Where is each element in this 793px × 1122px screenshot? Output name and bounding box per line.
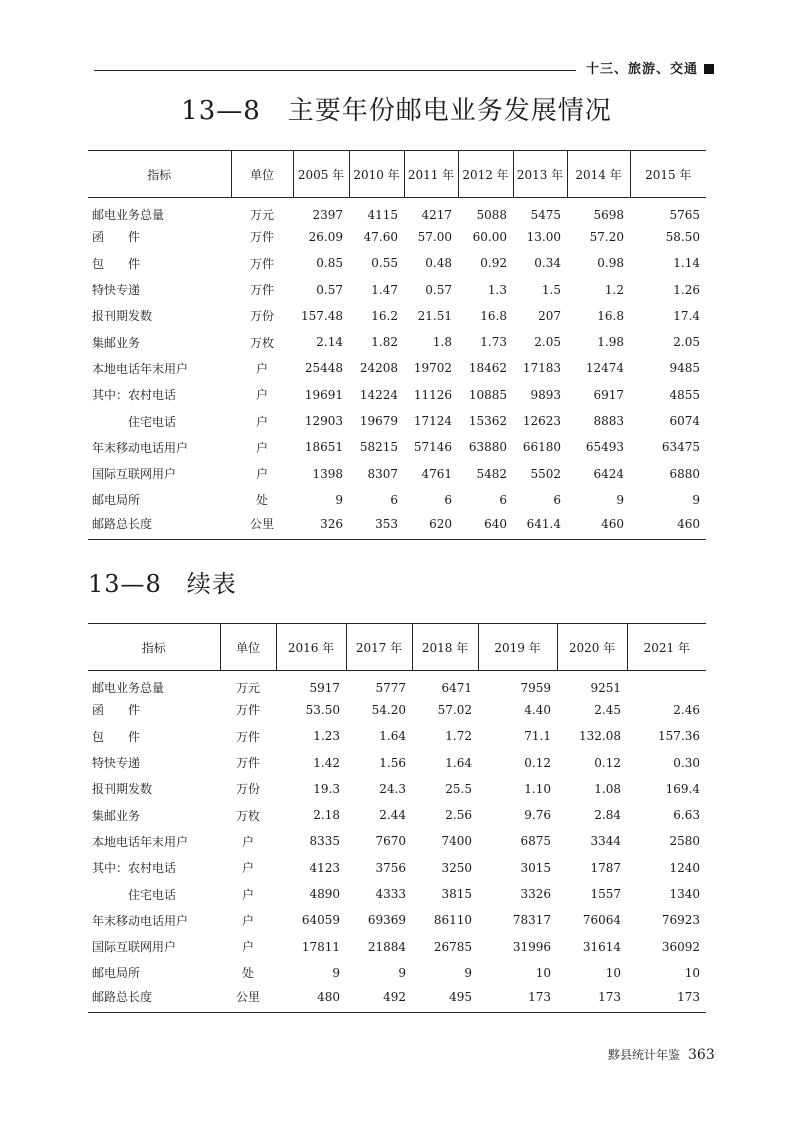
table-row <box>88 250 706 276</box>
value-cell: 6424 <box>593 466 624 481</box>
unit-cell: 万件 <box>235 703 260 718</box>
row-label: 包 件 <box>92 729 141 744</box>
table-row <box>88 329 706 355</box>
row-label: 年末移动电话用户 <box>92 440 189 455</box>
table-row <box>88 933 706 959</box>
table-row <box>88 776 706 802</box>
value-cell: 9 <box>616 492 624 507</box>
value-cell: 9251 <box>590 680 621 695</box>
value-cell: 3015 <box>520 860 551 875</box>
value-cell: 1.64 <box>445 755 472 770</box>
value-cell: 207 <box>538 308 561 323</box>
column-header: 2010 年 <box>349 151 404 198</box>
value-cell: 460 <box>567 513 630 539</box>
value-cell: 0.92 <box>480 256 507 271</box>
value-cell: 13.00 <box>526 229 561 244</box>
table-row <box>88 960 706 986</box>
value-cell: 169.4 <box>665 781 700 796</box>
row-label: 报刊期发数 <box>92 309 153 324</box>
value-cell: 641.4 <box>513 513 567 539</box>
value-cell: 1.82 <box>371 335 398 350</box>
value-cell: 9 <box>335 492 343 507</box>
value-cell: 3756 <box>375 860 406 875</box>
row-label: 函 件 <box>92 230 141 245</box>
value-cell: 1.26 <box>673 282 700 297</box>
row-label: 本地电话年末用户 <box>92 361 189 376</box>
unit-cell: 户 <box>255 467 268 482</box>
value-cell: 0.34 <box>534 256 561 271</box>
value-cell: 10885 <box>468 387 507 402</box>
value-cell: 1.5 <box>541 282 561 297</box>
value-cell: 0.57 <box>316 282 343 297</box>
value-cell: 9.76 <box>524 808 551 823</box>
value-cell: 26785 <box>433 939 472 954</box>
row-label: 包 件 <box>92 256 141 271</box>
unit-cell: 万元 <box>249 208 274 223</box>
value-cell: 5765 <box>669 207 700 222</box>
value-cell: 54.20 <box>371 702 406 717</box>
value-cell: 8307 <box>367 466 398 481</box>
column-header: 单位 <box>220 624 276 671</box>
value-cell: 16.8 <box>480 308 507 323</box>
book-title: 黟县统计年鉴 <box>608 1048 681 1062</box>
value-cell: 2.05 <box>673 335 700 350</box>
value-cell: 71.1 <box>524 729 551 744</box>
value-cell: 24.3 <box>379 781 406 796</box>
value-cell: 492 <box>346 986 412 1012</box>
value-cell: 1.64 <box>379 729 406 744</box>
value-cell: 1.72 <box>445 729 472 744</box>
value-cell: 4855 <box>669 387 700 402</box>
value-cell: 2.18 <box>313 808 340 823</box>
table1-title: 13—8 主要年份邮电业务发展情况 <box>181 96 612 126</box>
column-header: 2011 年 <box>404 151 458 198</box>
value-cell: 326 <box>293 513 349 539</box>
value-cell: 5698 <box>593 207 624 222</box>
value-cell: 19691 <box>304 387 343 402</box>
unit-cell: 万份 <box>249 309 274 324</box>
value-cell: 64059 <box>301 913 340 928</box>
value-cell: 76064 <box>582 913 621 928</box>
unit-cell: 处 <box>255 493 268 508</box>
value-cell: 19702 <box>413 361 452 376</box>
value-cell: 0.55 <box>371 256 398 271</box>
value-cell: 86110 <box>433 913 472 928</box>
table1-header-row <box>88 151 706 198</box>
value-cell: 173 <box>627 986 706 1012</box>
value-cell: 2.46 <box>673 702 700 717</box>
value-cell: 16.2 <box>371 308 398 323</box>
column-header: 单位 <box>231 151 293 198</box>
column-header: 2020 年 <box>557 624 627 671</box>
table-row <box>88 434 706 460</box>
value-cell: 4115 <box>367 207 398 222</box>
section-title: 十三、旅游、交通 <box>586 62 699 77</box>
table-row <box>88 460 706 486</box>
value-cell: 1.23 <box>313 729 340 744</box>
value-cell: 31996 <box>512 939 551 954</box>
value-cell: 47.60 <box>363 229 398 244</box>
value-cell: 2.14 <box>316 335 343 350</box>
value-cell: 4890 <box>309 887 340 902</box>
row-label: 邮电业务总量 <box>92 681 165 696</box>
row-label: 国际互联网用户 <box>92 940 177 955</box>
value-cell: 6.63 <box>673 808 700 823</box>
row-label: 国际互联网用户 <box>92 467 177 482</box>
value-cell: 5475 <box>530 207 561 222</box>
value-cell: 8335 <box>309 834 340 849</box>
table-row <box>88 355 706 381</box>
value-cell: 63475 <box>661 440 700 455</box>
table2-title: 13—8 续表 <box>88 570 237 598</box>
column-header: 2019 年 <box>478 624 557 671</box>
unit-cell: 公里 <box>231 513 293 539</box>
row-label: 邮电局所 <box>92 966 141 981</box>
value-cell: 57.02 <box>437 702 472 717</box>
value-cell: 9 <box>332 965 340 980</box>
value-cell: 2.56 <box>445 808 472 823</box>
row-label: 住宅电话 <box>92 414 177 429</box>
value-cell: 4761 <box>421 466 452 481</box>
value-cell: 1.42 <box>313 755 340 770</box>
value-cell: 3250 <box>441 860 472 875</box>
value-cell: 58215 <box>359 440 398 455</box>
value-cell: 36092 <box>661 939 700 954</box>
unit-cell: 万元 <box>235 681 260 696</box>
row-label: 年末移动电话用户 <box>92 913 189 928</box>
value-cell: 132.08 <box>579 729 621 744</box>
value-cell: 6074 <box>669 414 700 429</box>
value-cell: 53.50 <box>305 702 340 717</box>
value-cell: 3326 <box>520 887 551 902</box>
unit-cell: 万件 <box>249 256 274 271</box>
value-cell: 17124 <box>413 414 452 429</box>
value-cell: 12474 <box>585 361 624 376</box>
value-cell: 24208 <box>359 361 398 376</box>
value-cell: 65493 <box>585 440 624 455</box>
value-cell: 0.57 <box>425 282 452 297</box>
value-cell: 11126 <box>413 387 452 402</box>
unit-cell: 户 <box>241 887 254 902</box>
value-cell: 0.48 <box>425 256 452 271</box>
value-cell: 6880 <box>669 466 700 481</box>
row-label: 其中：农村电话 <box>92 861 177 876</box>
value-cell: 2580 <box>669 834 700 849</box>
page-footer <box>608 1046 715 1063</box>
value-cell: 0.30 <box>673 755 700 770</box>
value-cell: 63880 <box>468 440 507 455</box>
column-header: 2021 年 <box>627 624 706 671</box>
value-cell: 60.00 <box>472 229 507 244</box>
value-cell <box>627 671 706 697</box>
value-cell: 6875 <box>520 834 551 849</box>
table-row <box>88 855 706 881</box>
running-header <box>586 58 714 77</box>
column-header: 指标 <box>88 624 220 671</box>
value-cell: 31614 <box>582 939 621 954</box>
table1-body <box>88 198 706 540</box>
value-cell: 10 <box>535 965 551 980</box>
value-cell: 2.05 <box>534 335 561 350</box>
row-label: 邮电局所 <box>92 493 141 508</box>
value-cell: 57146 <box>413 440 452 455</box>
table-row <box>88 487 706 513</box>
column-header: 2017 年 <box>346 624 412 671</box>
value-cell: 1.73 <box>480 335 507 350</box>
value-cell: 58.50 <box>665 229 700 244</box>
value-cell: 495 <box>412 986 478 1012</box>
value-cell: 353 <box>349 513 404 539</box>
value-cell: 5088 <box>476 207 507 222</box>
row-label: 邮电业务总量 <box>92 208 165 223</box>
value-cell: 7670 <box>375 834 406 849</box>
value-cell: 6917 <box>593 387 624 402</box>
value-cell: 57.00 <box>417 229 452 244</box>
row-label: 住宅电话 <box>92 887 177 902</box>
value-cell: 3344 <box>590 834 621 849</box>
value-cell: 10 <box>684 965 700 980</box>
value-cell: 9485 <box>669 361 700 376</box>
value-cell: 1557 <box>590 887 621 902</box>
square-bullet-icon <box>704 64 714 74</box>
value-cell: 12903 <box>304 414 343 429</box>
unit-cell: 万件 <box>249 283 274 298</box>
value-cell: 5917 <box>309 680 340 695</box>
value-cell: 6 <box>390 492 398 507</box>
value-cell: 15362 <box>468 414 507 429</box>
value-cell: 0.85 <box>316 256 343 271</box>
table-row <box>88 408 706 434</box>
value-cell: 1.98 <box>597 335 624 350</box>
row-label: 报刊期发数 <box>92 782 153 797</box>
unit-cell: 户 <box>241 913 254 928</box>
value-cell: 25448 <box>304 361 343 376</box>
value-cell: 6 <box>553 492 561 507</box>
column-header: 2016 年 <box>276 624 346 671</box>
value-cell: 57.20 <box>589 229 624 244</box>
value-cell: 9893 <box>530 387 561 402</box>
unit-cell: 户 <box>255 414 268 429</box>
row-label: 邮路总长度 <box>88 986 220 1012</box>
table2 <box>88 623 706 1013</box>
value-cell: 76923 <box>661 913 700 928</box>
value-cell: 173 <box>557 986 627 1012</box>
unit-cell: 万件 <box>235 756 260 771</box>
unit-cell: 万件 <box>249 230 274 245</box>
value-cell: 26.09 <box>308 229 343 244</box>
header-rule <box>94 70 576 71</box>
table-row <box>88 513 706 539</box>
unit-cell: 公里 <box>220 986 276 1012</box>
value-cell: 1.08 <box>594 781 621 796</box>
table-row <box>88 723 706 749</box>
row-label: 函 件 <box>92 703 141 718</box>
value-cell: 1.14 <box>673 256 700 271</box>
value-cell: 5482 <box>476 466 507 481</box>
value-cell: 4123 <box>309 860 340 875</box>
value-cell: 21.51 <box>417 308 452 323</box>
table-row <box>88 303 706 329</box>
column-header: 2018 年 <box>412 624 478 671</box>
unit-cell: 户 <box>255 361 268 376</box>
table-row <box>88 198 706 224</box>
unit-cell: 万枚 <box>235 808 260 823</box>
row-label: 集邮业务 <box>92 335 141 350</box>
value-cell: 7959 <box>520 680 551 695</box>
value-cell: 1398 <box>312 466 343 481</box>
unit-cell: 户 <box>241 834 254 849</box>
value-cell: 18462 <box>468 361 507 376</box>
value-cell: 19679 <box>359 414 398 429</box>
unit-cell: 处 <box>241 966 254 981</box>
row-label: 特快专递 <box>92 756 141 771</box>
unit-cell: 户 <box>241 940 254 955</box>
unit-cell: 万份 <box>235 782 260 797</box>
column-header: 2012 年 <box>458 151 513 198</box>
value-cell: 4333 <box>375 887 406 902</box>
value-cell: 173 <box>478 986 557 1012</box>
table-row <box>88 671 706 697</box>
row-label: 邮路总长度 <box>88 513 231 539</box>
value-cell: 25.5 <box>445 781 472 796</box>
table-row <box>88 697 706 723</box>
table-row <box>88 907 706 933</box>
value-cell: 6 <box>499 492 507 507</box>
value-cell: 0.12 <box>524 755 551 770</box>
value-cell: 480 <box>276 986 346 1012</box>
value-cell: 9 <box>464 965 472 980</box>
value-cell: 5502 <box>530 466 561 481</box>
table-row <box>88 828 706 854</box>
unit-cell: 万枚 <box>249 335 274 350</box>
value-cell: 2.45 <box>594 702 621 717</box>
table-row <box>88 224 706 250</box>
value-cell: 2397 <box>312 207 343 222</box>
value-cell: 17183 <box>522 361 561 376</box>
table1 <box>88 150 706 540</box>
value-cell: 21884 <box>367 939 406 954</box>
column-header: 2015 年 <box>630 151 706 198</box>
value-cell: 1.10 <box>524 781 551 796</box>
value-cell: 1340 <box>669 887 700 902</box>
value-cell: 1.8 <box>432 335 452 350</box>
value-cell: 157.48 <box>301 308 343 323</box>
unit-cell: 户 <box>241 861 254 876</box>
value-cell: 17811 <box>301 939 340 954</box>
value-cell: 5777 <box>375 680 406 695</box>
value-cell: 2.44 <box>379 808 406 823</box>
value-cell: 9 <box>692 492 700 507</box>
value-cell: 18651 <box>304 440 343 455</box>
value-cell: 4217 <box>421 207 452 222</box>
value-cell: 0.12 <box>594 755 621 770</box>
value-cell: 1.47 <box>371 282 398 297</box>
row-label: 集邮业务 <box>92 808 141 823</box>
column-header: 2005 年 <box>293 151 349 198</box>
value-cell: 3815 <box>441 887 472 902</box>
table-row <box>88 802 706 828</box>
value-cell: 10 <box>605 965 621 980</box>
unit-cell: 户 <box>255 440 268 455</box>
value-cell: 4.40 <box>524 702 551 717</box>
value-cell: 19.3 <box>313 781 340 796</box>
table-row <box>88 382 706 408</box>
value-cell: 69369 <box>367 913 406 928</box>
unit-cell: 万件 <box>235 729 260 744</box>
value-cell: 1240 <box>669 860 700 875</box>
table-row <box>88 986 706 1012</box>
table-row <box>88 881 706 907</box>
value-cell: 16.8 <box>597 308 624 323</box>
value-cell: 66180 <box>522 440 561 455</box>
value-cell: 2.84 <box>594 808 621 823</box>
value-cell: 157.36 <box>658 729 700 744</box>
value-cell: 1787 <box>590 860 621 875</box>
value-cell: 17.4 <box>673 308 700 323</box>
row-label: 本地电话年末用户 <box>92 834 189 849</box>
table-row <box>88 276 706 302</box>
value-cell: 0.98 <box>597 256 624 271</box>
table2-header-row <box>88 624 706 671</box>
value-cell: 8883 <box>593 414 624 429</box>
value-cell: 1.56 <box>379 755 406 770</box>
column-header: 2013 年 <box>513 151 567 198</box>
value-cell: 460 <box>630 513 706 539</box>
value-cell: 640 <box>458 513 513 539</box>
column-header: 指标 <box>88 151 231 198</box>
value-cell: 6 <box>444 492 452 507</box>
table2-body <box>88 671 706 1013</box>
value-cell: 9 <box>398 965 406 980</box>
row-label: 其中：农村电话 <box>92 388 177 403</box>
value-cell: 7400 <box>441 834 472 849</box>
value-cell: 14224 <box>359 387 398 402</box>
unit-cell: 户 <box>255 388 268 403</box>
value-cell: 1.2 <box>604 282 624 297</box>
table-row <box>88 749 706 775</box>
value-cell: 1.3 <box>487 282 507 297</box>
value-cell: 12623 <box>522 414 561 429</box>
row-label: 特快专递 <box>92 283 141 298</box>
value-cell: 6471 <box>441 680 472 695</box>
column-header: 2014 年 <box>567 151 630 198</box>
value-cell: 78317 <box>512 913 551 928</box>
page-number: 363 <box>688 1047 715 1063</box>
value-cell: 620 <box>404 513 458 539</box>
